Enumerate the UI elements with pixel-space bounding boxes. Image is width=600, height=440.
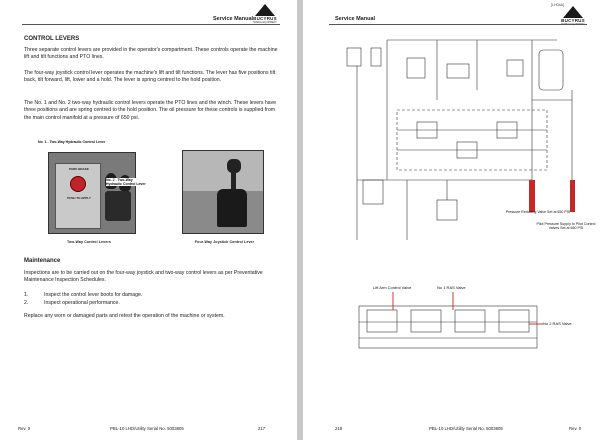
panel-text-push-to-apply: PUSH TO APPLY <box>67 196 91 200</box>
valve-section-4 <box>499 310 529 332</box>
schematic-motor <box>539 50 563 90</box>
item-2-num: 2. <box>24 300 29 306</box>
footer-rev: Rev. 0 <box>18 426 31 431</box>
schematic-accumulator <box>347 48 361 66</box>
paragraph-2: The four-way joystick control lever operates the machine's lift and tilt functions. The lever has five positions tilt back, tilt forward, lift, lower and a hold. The lever is spring centred to the hold position. <box>24 70 276 84</box>
caption-two-way: Two-Way Control Levers <box>67 240 111 244</box>
logo-name: BUCYRUS <box>253 16 277 21</box>
label-ras-1-valve: No 1 RAS Valve <box>437 285 466 290</box>
maintenance-title: Maintenance <box>24 258 61 264</box>
left-page <box>0 0 297 440</box>
joystick-background <box>183 151 263 191</box>
valve-section-2 <box>411 310 441 332</box>
paragraph-3: The No. 1 and No. 2 two-way hydraulic control levers operate the PTO lines and the winch. These levers have three positions and are spring centred to the hold position. The oil pressure for these controls is supplied from the main control manifold at a pressure of 650 psi. <box>24 100 277 121</box>
schematic-manifold <box>397 110 547 170</box>
item-1-num: 1. <box>24 292 29 298</box>
logo-name: BUCYRUS <box>561 18 585 23</box>
callout-lever-1: No. 1 - Two-Way Hydraulic Control Lever <box>38 140 106 144</box>
valve-section-3 <box>455 310 485 332</box>
valve-section-1 <box>367 310 397 332</box>
header-tag: [LH04A] <box>551 3 564 7</box>
logo-mark-icon <box>563 6 583 18</box>
valve-bank-body <box>359 306 537 348</box>
valve-bank-diagram <box>353 292 543 362</box>
label-lift-arm-valve: Lift Arm Control Valve <box>373 285 412 290</box>
joystick-photo <box>182 150 264 234</box>
label-pressure-reducing: Pressure Reducing Valve Set at 650 PSI <box>505 210 571 214</box>
logo-mark-icon <box>255 4 275 16</box>
item-1-text: Inspect the control lever boots for damage. <box>44 292 143 298</box>
schematic-block-3 <box>507 60 523 76</box>
joystick-boot-icon <box>217 189 247 227</box>
panel-text-park-brake: PARK BRAKE <box>69 167 89 171</box>
label-ras-2-valve: No 2 RAS Valve <box>543 321 572 326</box>
two-way-levers-photo <box>48 152 136 234</box>
lever-boots-icon <box>105 191 131 221</box>
header-rule <box>22 24 280 25</box>
bucyrus-logo <box>558 6 588 26</box>
joystick-shaft-icon <box>231 171 236 191</box>
section-title: CONTROL LEVERS <box>24 36 80 42</box>
label-pilot-pressure: Pilot Pressure Supply to Pilot Control Valves Set at 650 PSI <box>536 222 596 231</box>
schematic-tank <box>363 180 383 204</box>
schematic-block-1 <box>407 58 425 78</box>
header-rule <box>329 24 587 25</box>
footer-rev: Rev. 0 <box>569 426 582 431</box>
footer-page-number: 217 <box>258 426 266 431</box>
maintenance-closing: Replace any worn or damaged parts and retest the operation of the machine or system. <box>24 313 225 319</box>
control-panel <box>55 163 101 229</box>
footer-page-number: 218 <box>335 426 343 431</box>
footer-serial: PBL-10 LHD/Utility Serial No. 5003805 <box>429 426 503 431</box>
schematic-filter <box>371 48 381 66</box>
caption-joystick: Four-Way Joystick Control Lever <box>194 240 255 244</box>
maintenance-intro: Inspections are to be carried out on the four-way joystick and two-way control levers as per Preventative Maintenance Inspection Schedules. <box>24 270 263 284</box>
logo-tagline: MINING EQUIPMENT <box>253 21 277 24</box>
pressure-reducing-arrow <box>529 180 535 212</box>
paragraph-1: Three separate control levers are provided in the operator's compartment. These controls operate the machine lift and tilt functions and PTO lines. <box>24 47 278 61</box>
item-2-text: Inspect operational performance. <box>44 300 120 306</box>
header-title: Service Manual <box>335 16 376 22</box>
schematic-block-2 <box>447 64 469 78</box>
header-title: Service Manual <box>213 16 254 22</box>
footer-serial: PBL-10 LHD/Utility Serial No. 5003805 <box>110 426 184 431</box>
schematic-pump <box>437 200 457 220</box>
callout-lever-2: No. 2 - Two-Way Hydraulic Control Lever <box>106 178 146 187</box>
park-brake-knob-icon <box>70 176 86 192</box>
pilot-pressure-arrow <box>570 180 575 212</box>
right-page <box>303 0 600 440</box>
bucyrus-logo <box>250 4 280 24</box>
